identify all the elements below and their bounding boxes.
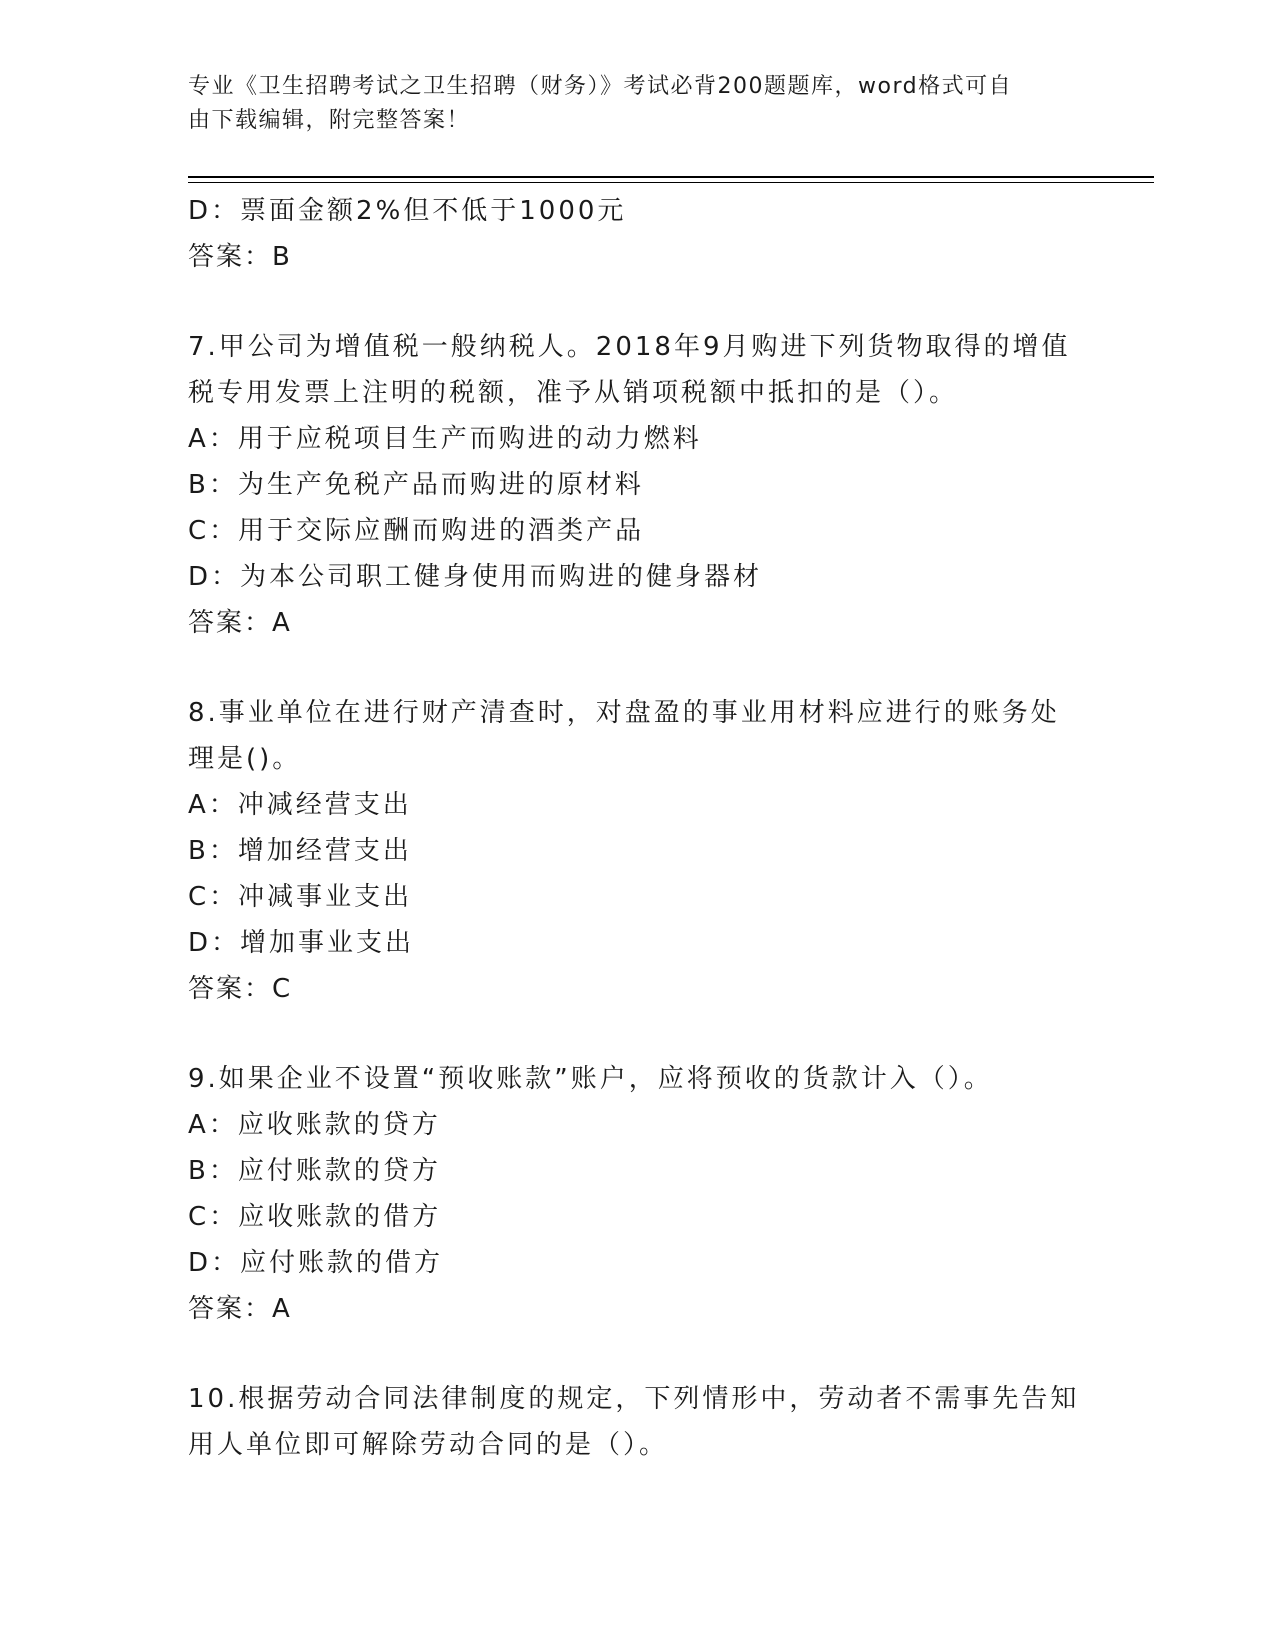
question-list — [188, 188, 1088, 1468]
option-a: A：冲减经营支出 — [188, 790, 412, 820]
option-b: B：应付账款的贷方 — [188, 1156, 441, 1186]
header-line-2: 由下载编辑，附完整答案！ — [188, 108, 471, 133]
option-d: D：应付账款的借方 — [188, 1248, 444, 1278]
answer: 答案：A — [188, 1294, 292, 1324]
answer: 答案：B — [188, 242, 292, 272]
header-divider-thick — [188, 176, 1154, 178]
option-b: B：增加经营支出 — [188, 836, 412, 866]
question-text: 9.如果企业不设置“预收账款”账户，应将预收的货款计入（）。 — [188, 1064, 993, 1094]
question-text: 8.事业单位在进行财产清查时，对盘盈的事业用材料应进行的账务处 — [188, 698, 1060, 728]
option-a: A：应收账款的贷方 — [188, 1110, 441, 1140]
header-divider-thin — [188, 182, 1154, 183]
option-a: A：用于应税项目生产而购进的动力燃料 — [188, 424, 702, 454]
question-10 — [188, 1376, 1088, 1468]
question-text: 税专用发票上注明的税额，准予从销项税额中抵扣的是（）。 — [188, 378, 959, 408]
question-text: 10.根据劳动合同法律制度的规定，下列情形中，劳动者不需事先告知 — [188, 1384, 1080, 1414]
header-line-1: 专业《卫生招聘考试之卫生招聘（财务）》考试必背200题题库，word格式可自 — [188, 74, 1013, 99]
answer: 答案：A — [188, 608, 292, 638]
option-b: B：为生产免税产品而购进的原材料 — [188, 470, 644, 500]
question-9 — [188, 1056, 1088, 1332]
option-d: D：为本公司职工健身使用而购进的健身器材 — [188, 562, 763, 592]
question-7 — [188, 324, 1088, 646]
question-8 — [188, 690, 1088, 1012]
option-d: D：增加事业支出 — [188, 928, 415, 958]
option-c: C：应收账款的借方 — [188, 1202, 442, 1232]
question-text: 7.甲公司为增值税一般纳税人。2018年9月购进下列货物取得的增值 — [188, 332, 1071, 362]
option-c: C：用于交际应酬而购进的酒类产品 — [188, 516, 645, 546]
question-text: 理是()。 — [188, 744, 302, 774]
option-c: C：冲减事业支出 — [188, 882, 413, 912]
question-text: 用人单位即可解除劳动合同的是（）。 — [188, 1430, 669, 1460]
answer: 答案：C — [188, 974, 293, 1004]
document-header — [188, 70, 1068, 138]
option-d: D：票面金额2%但不低于1000元 — [188, 196, 627, 226]
